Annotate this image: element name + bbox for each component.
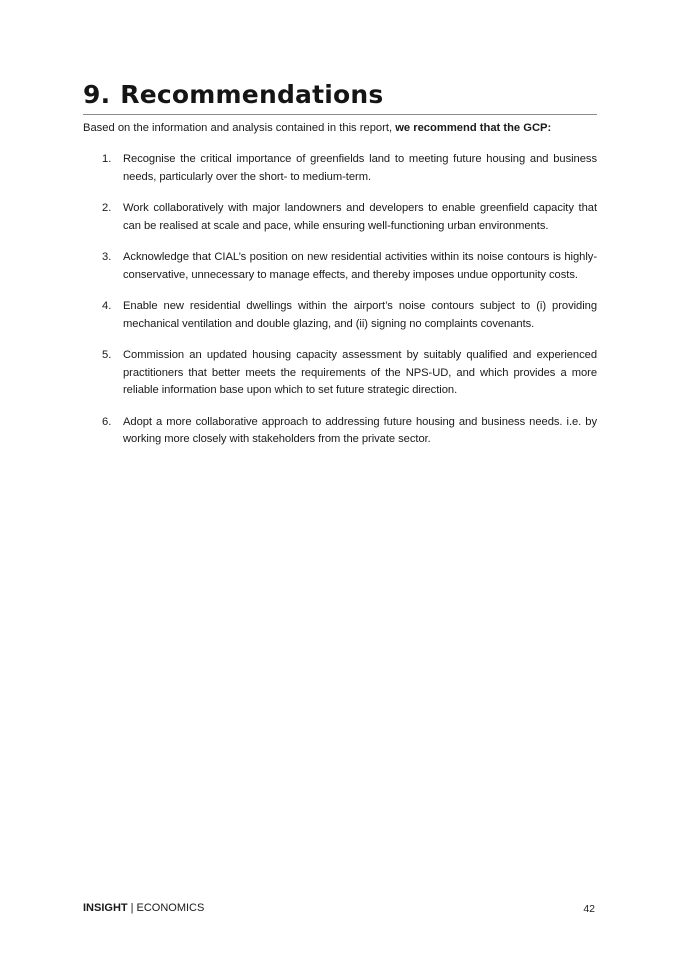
list-item-number: 2. [102,202,112,214]
list-item-text: Enable new residential dwellings within the airport’s noise contours subject to (i) providing mechanical ventilation and double glazing, and (ii) signing no complaints covenants. [123,300,597,330]
list-item-number: 4. [102,300,112,312]
intro-paragraph [83,120,597,137]
list-item [83,151,597,186]
section-heading [83,78,597,112]
list-item-text: Work collaboratively with major landowners and developers to enable greenfield capacity that can be realised at scale and pace, while ensuring well-functioning urban environments. [123,202,597,232]
list-item-text: Adopt a more collaborative approach to addressing future housing and business needs. i.e. by working more closely with stakeholders from the private sector. [123,415,597,445]
list-item-number: 5. [102,349,112,361]
footer-brand-name: INSIGHT [83,902,128,914]
list-item-text: Recognise the critical importance of greenfields land to meeting future housing and business needs, particularly over the short- to medium-term. [123,153,597,183]
page-number: 42 [583,903,595,915]
list-item [83,414,597,449]
list-item [83,298,597,333]
footer-division: ECONOMICS [136,902,205,914]
list-item-number: 6. [102,415,112,428]
list-item-number: 1. [102,153,112,165]
intro-text: Based on the information and analysis contained in this report, [83,122,396,134]
list-item-number: 3. [102,251,112,263]
list-item-text: Commission an updated housing capacity assessment by suitably qualified and experienced practitioners that better meets the requirements of the NPS-UD, and which provides a more reliable information base upon which to set future strategic direction. [123,349,597,396]
section-title: Recommendations [120,80,384,109]
list-item-text: Acknowledge that CIAL’s position on new residential activities within its noise contours is highly-conservative, unnecessary to manage effects, and thereby imposes undue opportunity costs. [123,251,597,281]
footer-separator: | [130,902,134,914]
section-number: 9. [83,80,111,109]
heading-underline [83,114,597,115]
footer-brand [83,900,204,916]
recommendations-list [83,151,597,463]
list-item [83,347,597,400]
intro-emphasis: we recommend that the GCP: [395,122,552,134]
list-item [83,249,597,284]
list-item [83,200,597,235]
